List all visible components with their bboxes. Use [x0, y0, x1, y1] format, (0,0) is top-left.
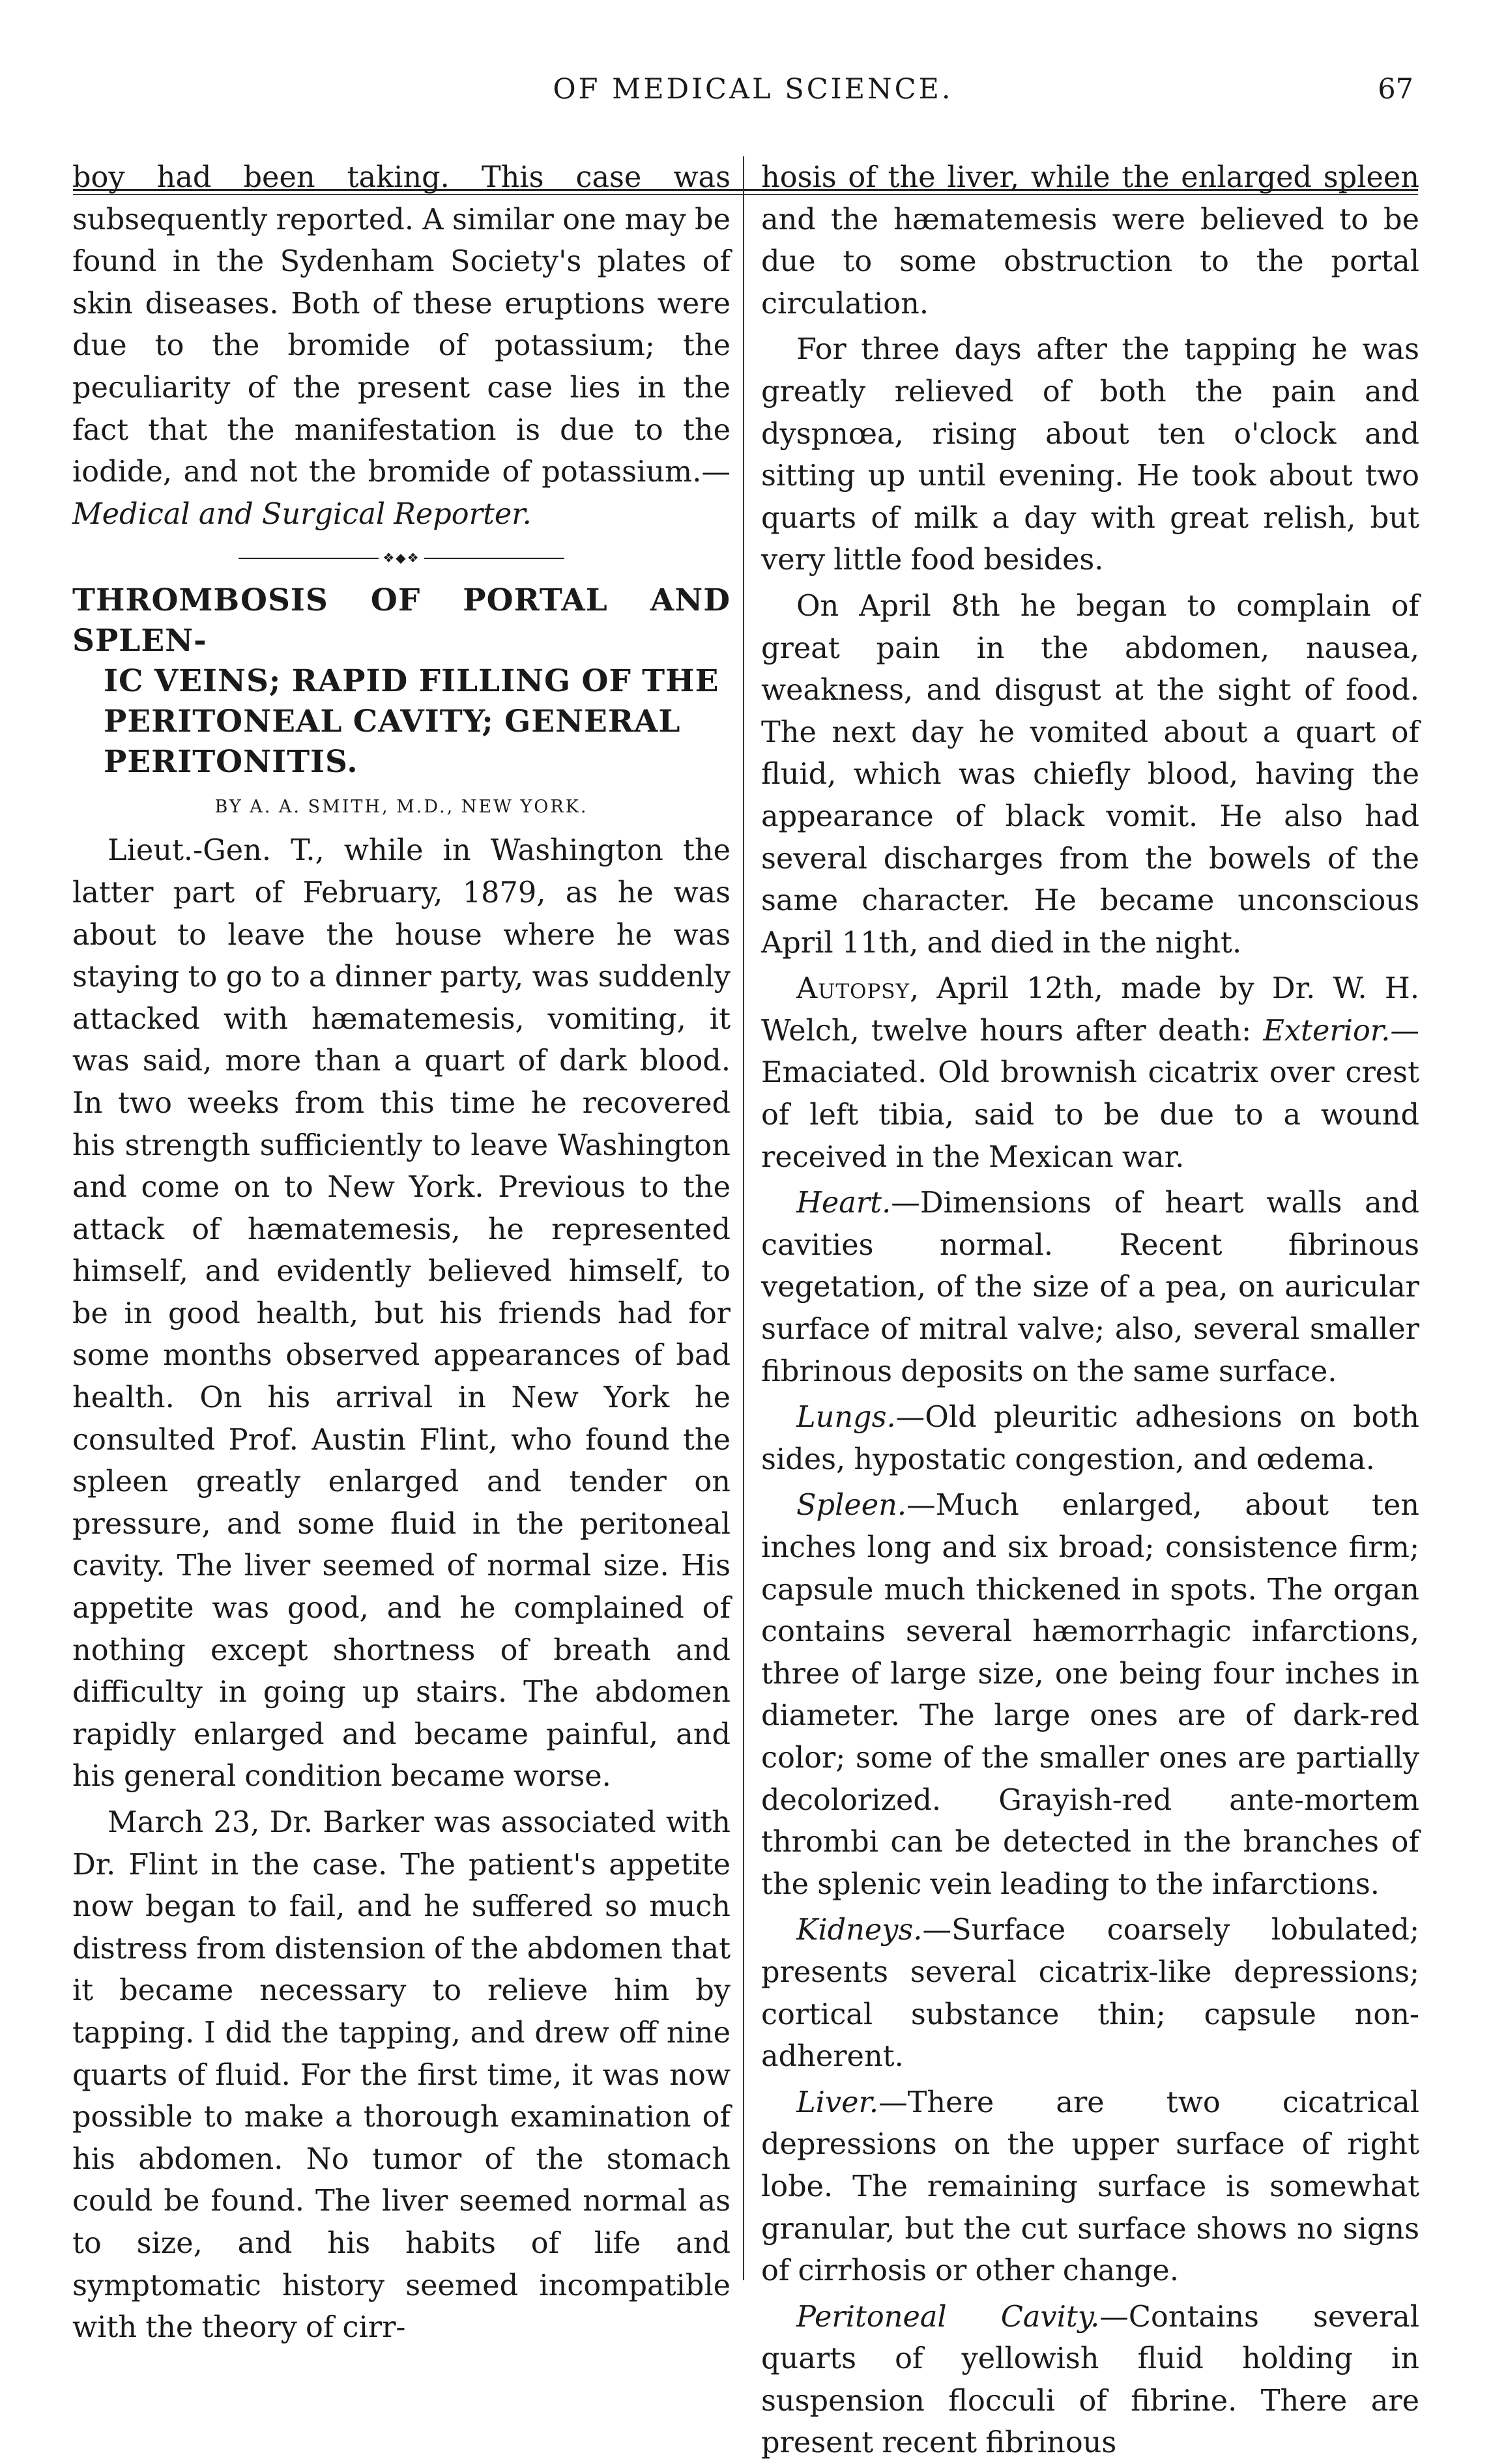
paragraph-text: —Much enlarged, about ten inches long and six broad; consistence firm; capsule much thickened in spots. The organ contains several hæmorrhagic infarctions, three of large size, one being four inches in diameter. The large ones are of dark-red color; some of the smaller ones are partially decolorized. Grayish-red ante-mortem thrombi can be detected in the branches of the splenic vein leading to the infarctions.	[761, 1488, 1419, 1901]
lungs-label: Lungs.	[796, 1400, 896, 1435]
exterior-label: Exterior.	[1263, 1013, 1391, 1048]
paragraph: On April 8th he began to complain of great pain in the abdomen, nausea, weakness, and disgust at the sight of food. The next day he vomited about a quart of fluid, which was chiefly blood, having the appearance of black vomit. He also had several discharges from the bowels of the same character. He became unconscious April 11th, and died in the night.	[761, 588, 1419, 960]
liver-paragraph	[761, 2082, 1419, 2292]
spleen-paragraph	[761, 1484, 1419, 1905]
paragraph-text: —Surface coarsely lobulated; presents several cicatrix-like depressions; cortical substance thin; capsule non-adherent.	[761, 1913, 1419, 2074]
paragraph-continued: hosis of the liver, while the enlarged spleen and the hæmatemesis were believed to be due to some obstruction to the portal circulation.	[761, 160, 1419, 321]
peritoneal-label: Peritoneal Cavity.	[796, 2299, 1100, 2334]
paragraph-text: —Emaciated. Old brownish cicatrix over crest of left tibia, said to be due to a wound received in the Mexican war.	[761, 1013, 1419, 1174]
spleen-label: Spleen.	[796, 1488, 907, 1523]
paragraph-text: —There are two cicatrical depressions on the upper surface of right lobe. The remaining surface is somewhat granular, but the cut surface shows no signs of cirrhosis or other change.	[761, 2085, 1419, 2288]
author-byline: BY A. A. SMITH, M.D., NEW YORK.	[214, 797, 588, 818]
paragraph-text: , April 12th, made by Dr. W. H. Welch, twelve hours after death:	[761, 971, 1419, 1048]
ornament-mark: ❖◆❖	[379, 550, 424, 566]
source-citation: Medical and Surgical Reporter.	[72, 496, 532, 531]
article-title	[72, 580, 731, 782]
column-divider	[743, 156, 744, 2280]
paragraph-text: —Contains several quarts of yellowish fluid holding in suspension flocculi of fibrine. There are present recent fibrinous	[761, 2299, 1420, 2460]
lungs-paragraph	[761, 1396, 1419, 1480]
running-title: OF MEDICAL SCIENCE.	[553, 73, 953, 106]
heart-paragraph	[761, 1182, 1419, 1392]
title-line: IC VEINS; RAPID FILLING OF THE	[104, 663, 719, 700]
paragraph: Lieut.-Gen. T., while in Washington the latter part of February, 1879, as he was about to leave the house where he was staying to go to a dinner party, was suddenly attacked with hæmatemesis, vomiting, it was said, more than a quart of dark blood. In two weeks from this time he recovered his strength sufficiently to leave Washington and come on to New York. Previous to the attack of hæmatemesis, he represented himself, and evidently believed himself, to be in good health, but his friends had for some months observed appearances of bad health. On his arrival in New York he consulted Prof. Austin Flint, who found the spleen greatly enlarged and tender on pressure, and some fluid in the peritoneal cavity. The liver seemed of normal size. His appetite was good, and he complained of nothing except shortness of breath and difficulty in going up stairs. The abdomen rapidly enlarged and became painful, and his general condition became worse.	[72, 833, 731, 1794]
running-header	[0, 73, 1506, 125]
paragraph-text: —Dimensions of heart walls and cavities normal. Recent fibrinous vegetation, of the size of a pea, on auricular surface of mitral valve; also, several smaller fibrinous deposits on the same surface.	[761, 1186, 1419, 1388]
paragraph: For three days after the tapping he was greatly relieved of both the pain and dyspnœa, rising about ten o'clock and sitting up until evening. He took about two quarts of milk a day with great relish, but very little food besides.	[761, 332, 1419, 577]
autopsy-paragraph	[761, 967, 1419, 1178]
kidneys-label: Kidneys.	[796, 1913, 923, 1947]
right-column	[761, 156, 1420, 2460]
title-line: PERITONEAL CAVITY; GENERAL	[104, 704, 681, 740]
liver-label: Liver.	[796, 2085, 879, 2119]
title-line: PERITONITIS.	[104, 744, 358, 781]
left-column	[72, 156, 731, 2345]
page-number: 67	[1378, 73, 1413, 106]
kidneys-paragraph	[761, 1909, 1419, 2077]
paragraph-continued	[72, 156, 731, 535]
section-ornament	[239, 552, 564, 565]
paragraph: March 23, Dr. Barker was associated with Dr. Flint in the case. The patient's appetite now began to fail, and he suffered so much distress from distension of the abdomen that it became necessary to relieve him by tapping. I did the tapping, and drew off nine quarts of fluid. For the first time, it was now possible to make a thorough examination of his abdomen. No tumor of the stomach could be found. The liver seemed normal as to size, and his habits of life and symptomatic history seemed incompatible with the theory of cirr-	[72, 1805, 731, 2345]
paragraph-text: —Old pleuritic adhesions on both sides, hypostatic congestion, and œdema.	[761, 1400, 1419, 1476]
autopsy-label: Autopsy	[796, 971, 910, 1006]
heart-label: Heart.	[796, 1186, 891, 1220]
paragraph-text: boy had been taking. This case was subsequently reported. A similar one may be found in the Sydenham Society's plates of skin diseases. Both of these eruptions were due to the bromide of potassium; the peculiarity of the present case lies in the fact that the manifestation is due to the iodide, and not the bromide of potassium.—	[72, 160, 731, 489]
peritoneal-paragraph	[761, 2296, 1419, 2464]
title-line: THROMBOSIS OF PORTAL AND SPLEN-	[72, 582, 731, 659]
